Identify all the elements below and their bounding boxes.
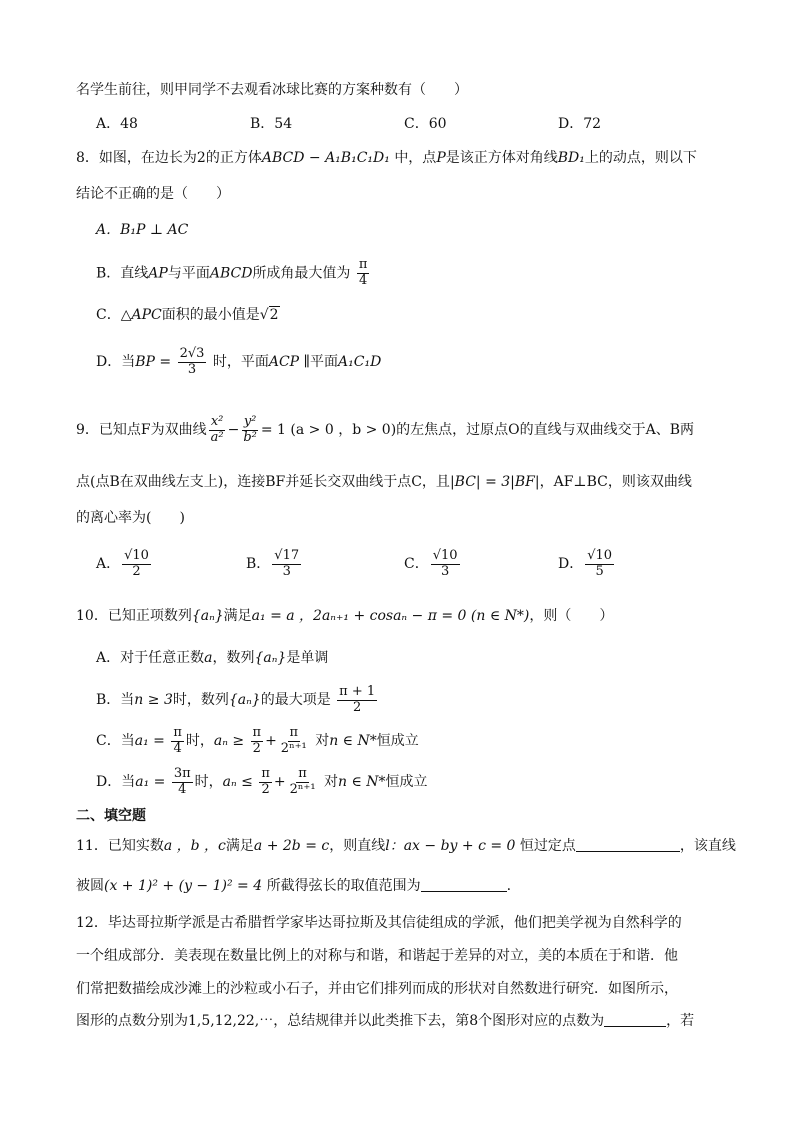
option-math: n ∈ N* (329, 733, 377, 749)
q8-diagonal: BD₁ (557, 150, 585, 166)
option-fraction (585, 549, 614, 580)
fraction-denominator: 4 (178, 781, 187, 797)
q8-option-b-math: AP (148, 265, 168, 282)
option-text: A．对于任意正数 (96, 650, 205, 666)
plus-sign: + (265, 733, 277, 749)
q10-stem (76, 606, 613, 626)
q10-math: {aₙ} (191, 608, 224, 624)
q11-text: . (506, 878, 512, 894)
option-label: A． (96, 556, 121, 572)
option-fraction (337, 685, 377, 716)
q8-option-c-text: 面积的最小值是 (161, 307, 260, 323)
q10-text: 10．已知正项数列 (76, 608, 192, 624)
q8-stem-line2: 结论不正确的是（ ） (76, 186, 230, 202)
q9-stem-line2 (76, 472, 692, 492)
answer-blank-eighth-figure[interactable] (604, 1012, 666, 1027)
fraction-denominator: 3 (187, 361, 197, 377)
q8-option-c-math: △APC (120, 307, 162, 323)
option-text: 恒成立 (385, 774, 428, 790)
q8-option-a (96, 220, 188, 240)
option-label: B． (246, 556, 271, 572)
fraction-numerator: √10 (432, 547, 458, 563)
q9-stem-line1 (76, 410, 694, 450)
fraction-denominator: 5 (595, 563, 604, 579)
option-text: 恒成立 (376, 733, 419, 749)
option-math: aₙ ≥ (213, 733, 245, 749)
fraction-denominator: 2 (252, 740, 261, 756)
q9-math: |BC| = 3|BF| (449, 474, 540, 490)
q10-math: a₁ = a ，2aₙ₊₁ + cosaₙ − π = 0 (n ∈ N*) (251, 608, 530, 624)
option-text: 的最大项是 (260, 692, 331, 708)
fraction-numerator: π + 1 (339, 683, 376, 699)
fraction-numerator: π (289, 724, 299, 740)
q8-option-c-text: C． (96, 307, 121, 323)
q8-option-d-math: BP = (135, 354, 172, 370)
fraction-numerator: π (298, 765, 307, 781)
option-math: a (204, 650, 213, 666)
option-fraction (251, 726, 264, 757)
q7-option-a: A．48 (96, 116, 138, 132)
q7-continuation: 名学生前往，则甲同学不去观看冰球比赛的方案种数有（ ） (76, 82, 468, 98)
q8-text: 中，点 (394, 150, 437, 166)
option-math: {aₙ} (254, 650, 287, 666)
fraction-numerator: 2√3 (179, 345, 205, 361)
q9-text: ，AF⊥BC，则该双曲线 (539, 474, 692, 490)
q8-text: 的正方体 (205, 150, 262, 166)
q9-text: 9．已知点F为双曲线 (76, 422, 207, 438)
option-math: a₁ = (134, 733, 165, 749)
fraction-numerator: y² (243, 413, 257, 429)
q8-option-b-fraction (357, 258, 370, 289)
q11-stem-line2 (76, 876, 511, 896)
q11-text: 恒过定点 (519, 838, 576, 854)
q8-option-b-text: 所成角最大值为 (252, 265, 351, 282)
option-text: 时， (185, 733, 214, 749)
q11-text: 11．已知实数 (76, 838, 164, 854)
q8-text: 8．如图，在边长为 (76, 150, 197, 166)
q8-text: 上的动点，则以下 (584, 150, 697, 166)
fraction-numerator: √17 (274, 547, 300, 563)
fraction-numerator: x² (210, 413, 224, 429)
q8-option-d-text: 平面 (310, 354, 339, 370)
q8-option-d-fraction (178, 347, 207, 378)
q7-option-d: D．72 (558, 116, 602, 132)
q9-text: 点(点B在双曲线左支上)，连接BF并延长交双曲线于点C，且 (76, 474, 450, 490)
q8-option-d (96, 344, 381, 380)
q8-point: P (436, 150, 446, 166)
fraction-denominator: 3 (440, 563, 450, 579)
fraction-denominator: 2 (261, 781, 270, 797)
sqrt-sign: √ (259, 307, 269, 323)
option-math: aₙ ≤ (222, 774, 253, 790)
option-text: B．当 (96, 692, 135, 708)
option-label: C． (404, 556, 429, 572)
q8-option-c (96, 305, 280, 325)
q9-option-d (558, 546, 616, 582)
q10-option-d (96, 764, 428, 800)
q10-option-b (96, 682, 379, 718)
q11-math: l：ax − by + c = 0 (385, 838, 516, 854)
option-fraction (288, 767, 318, 798)
answer-blank-fixed-point[interactable] (576, 837, 680, 852)
q11-text: ，该直线 (679, 838, 736, 854)
q10-option-a (96, 648, 328, 668)
option-text: 对 (315, 733, 330, 749)
section-heading: 二、填空题 (76, 808, 146, 824)
option-math: n ≥ 3 (134, 692, 173, 708)
option-text: 时，数列 (172, 692, 229, 708)
fraction-denominator: 2ⁿ⁺¹ (280, 740, 307, 756)
q8-cube-name: ABCD − A₁B₁C₁D₁ (261, 150, 390, 166)
q12-text: ，总结规律并以此类推下去，第8个图形对应的点数为 (273, 1013, 605, 1029)
q9-option-a (96, 546, 153, 582)
fraction-denominator: 3 (282, 563, 291, 579)
q9-option-b (246, 546, 303, 582)
q11-math: a ，b ，c (163, 838, 226, 854)
q12-line3: 们常把数描绘成沙滩上的沙粒或小石子，并由它们排列而成的形状对自然数进行研究．如图所示， (76, 981, 678, 997)
option-fraction (431, 549, 460, 580)
q12-line4 (76, 1011, 694, 1031)
option-math: a₁ = (135, 774, 166, 790)
fraction-denominator: 4 (359, 272, 368, 288)
q11-text: 满足 (225, 838, 254, 854)
q9-equation: = 1 (a > 0 ，b > 0) (260, 422, 397, 438)
q8-option-d-text: 时，平面 (212, 354, 269, 370)
q8-option-b (96, 258, 371, 289)
q11-text: ，则直线 (329, 838, 386, 854)
q8-option-b-text: B．直线 (96, 265, 149, 282)
q10-text: ，则（ ） (529, 608, 614, 624)
q11-text: 被圆 (76, 878, 104, 894)
fraction-denominator: b² (243, 429, 257, 445)
fraction-denominator: 4 (173, 740, 182, 756)
fraction-numerator: π (173, 724, 182, 740)
option-text: 对 (324, 774, 339, 790)
q12-line1: 12．毕达哥拉斯学派是古希腊哲学家毕达哥拉斯及其信徒组成的学派，他们把美学视为自然科学的 (76, 915, 682, 931)
q9-stem-line3: 的离心率为( ) (76, 510, 185, 526)
q8-option-a-text: A．B₁P ⊥ AC (96, 222, 189, 238)
q10-option-c (96, 723, 419, 759)
option-text: 时， (194, 774, 223, 790)
q8-option-c-radicand: 2 (269, 307, 279, 323)
q9-text: 的左焦点，过原点O的直线与双曲线交于A、B两 (396, 422, 695, 438)
q12-line2: 一个组成部分．美表现在数量比例上的对称与和谐，和谐起于差异的对立，美的本质在于和谐．他 (76, 948, 678, 964)
q8-option-d-text: D．当 (96, 354, 136, 370)
fraction-denominator: a² (210, 429, 224, 445)
q8-option-d-math: ACP ∥ (268, 354, 311, 370)
option-fraction (172, 767, 193, 798)
option-text: ，数列 (212, 650, 255, 666)
q11-stem-line1 (76, 836, 736, 856)
q9-fraction-y (241, 415, 259, 446)
option-text: D．当 (96, 774, 136, 790)
q10-text: 满足 (223, 608, 252, 624)
fraction-numerator: √10 (124, 547, 149, 563)
fraction-denominator: 2 (353, 699, 362, 715)
q9-minus: − (227, 422, 240, 438)
q11-math: (x + 1)² + (y − 1)² = 4 (104, 878, 263, 894)
q8-option-b-math: ABCD (209, 265, 253, 282)
q8-text: 是该正方体对角线 (445, 150, 558, 166)
fraction-numerator: π (358, 257, 368, 272)
q8-option-b-text: 与平面 (167, 265, 210, 282)
q8-option-d-math: A₁C₁D (338, 354, 382, 370)
option-fraction (171, 726, 184, 757)
q7-option-b: B．54 (250, 116, 293, 132)
option-math: {aₙ} (228, 692, 261, 708)
fraction-numerator: 3π (173, 765, 191, 781)
option-fraction (272, 549, 301, 580)
option-math: n ∈ N* (338, 774, 386, 790)
fraction-denominator: 2 (132, 563, 141, 579)
q11-math: a + 2b = c (253, 838, 330, 854)
q9-option-c (404, 546, 462, 582)
q11-text: 所截得弦长的取值范围为 (266, 878, 421, 894)
option-text: 是单调 (286, 650, 329, 666)
option-fraction (259, 767, 272, 798)
option-text: C．当 (96, 733, 135, 749)
fraction-numerator: √10 (587, 547, 613, 563)
answer-blank-chord-range[interactable] (421, 877, 507, 892)
q12-text: ，若 (666, 1013, 695, 1029)
fraction-numerator: π (252, 724, 262, 740)
fraction-numerator: π (261, 765, 270, 781)
q12-math: 1,5,12,22,⋯ (188, 1013, 274, 1029)
fraction-denominator: 2ⁿ⁺¹ (289, 781, 316, 797)
option-fraction (122, 549, 151, 580)
q8-stem-line1 (76, 148, 697, 168)
option-fraction (279, 726, 309, 757)
q7-option-c: C．60 (404, 116, 447, 132)
plus-sign: + (273, 774, 286, 790)
q12-text: 图形的点数分别为 (76, 1013, 188, 1029)
option-label: D． (558, 556, 584, 572)
q8-edge-length: 2 (196, 150, 206, 166)
q9-fraction-x (209, 415, 226, 446)
